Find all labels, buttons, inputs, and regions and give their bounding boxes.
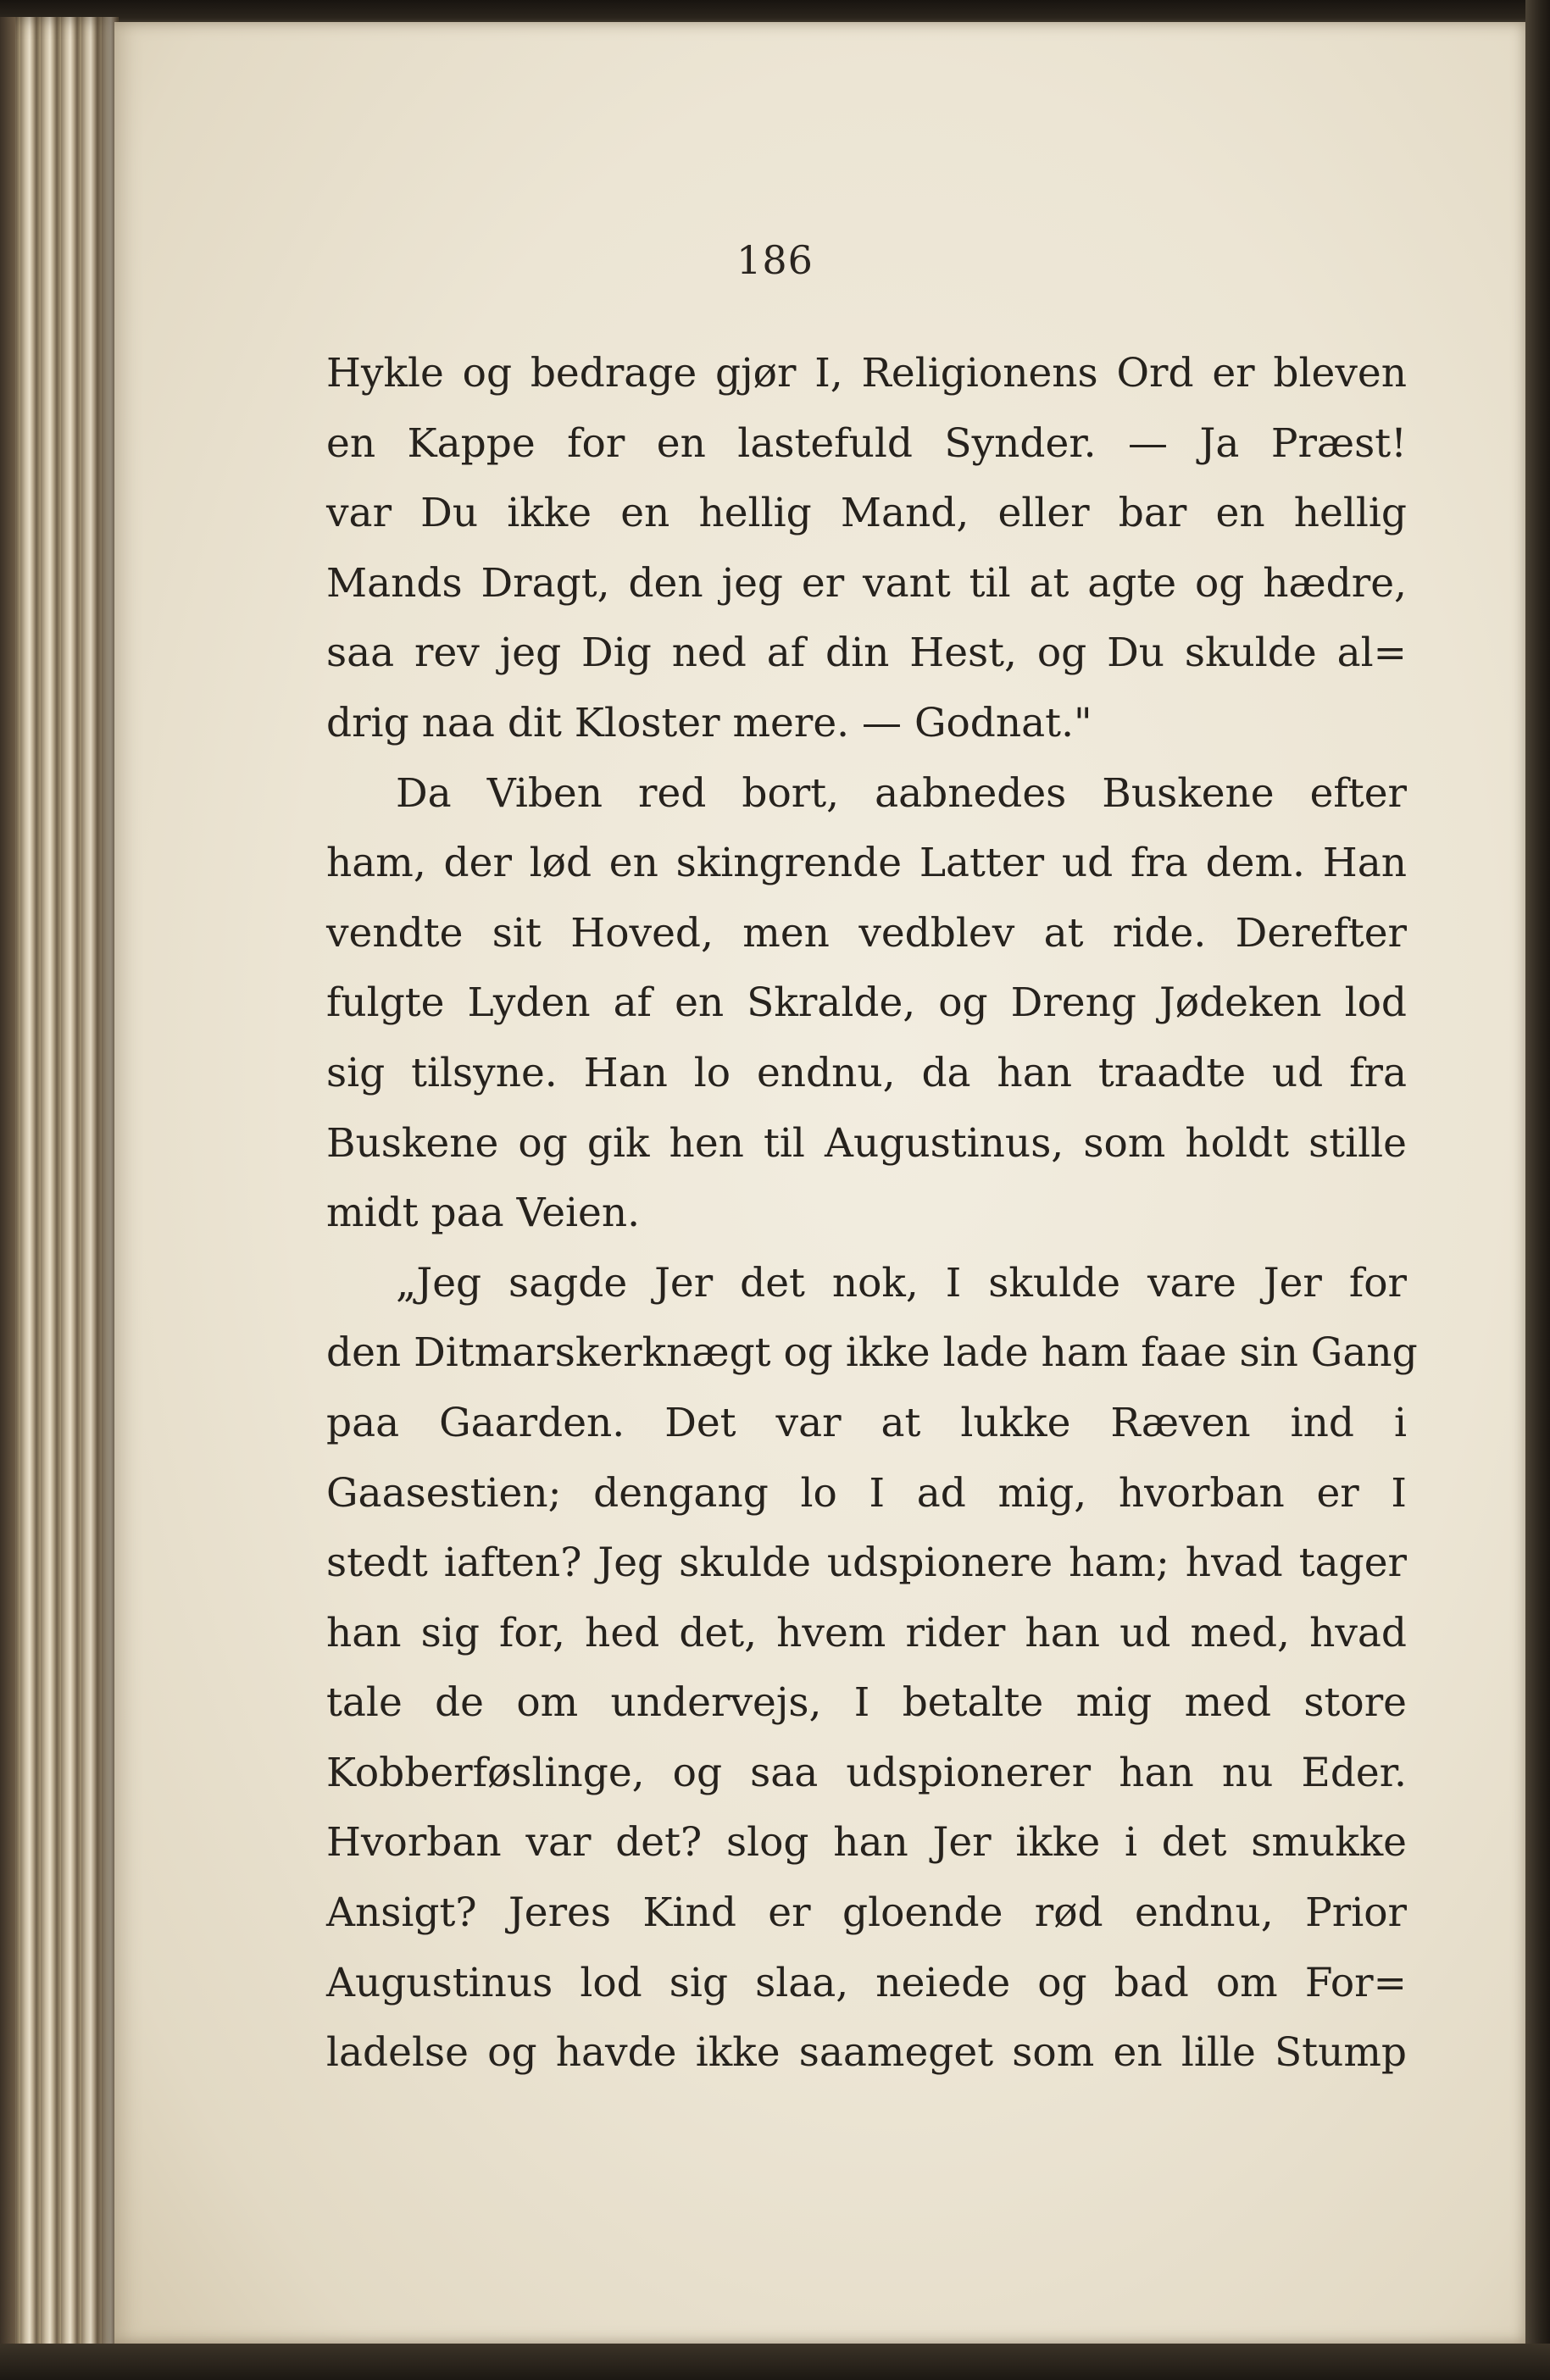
text-line: Gaasestien; dengang lo I ad mig, hvorban er I [326, 1469, 1407, 1517]
text-line: midt paa Veien. [326, 1190, 641, 1237]
text-line: saa rev jeg Dig ned af din Hest, og Du skulde al= [326, 630, 1407, 677]
text-line: „Jeg sagde Jer det nok, I skulde vare Jer for [396, 1259, 1407, 1307]
text-line: Hvorban var det? slog han Jer ikke i det smukke [326, 1819, 1407, 1867]
text-line: Hykle og bedrage gjør I, Religionens Ord er bleven [326, 350, 1407, 397]
text-line: fulgte Lyden af en Skralde, og Dreng Jødeken lod [326, 979, 1407, 1027]
text-line: paa Gaarden. Det var at lukke Ræven ind i [326, 1399, 1407, 1446]
text-line: drig naa dit Kloster mere. — Godnat." [326, 699, 1092, 746]
page-number: 186 [736, 237, 814, 283]
text-line: Ansigt? Jeres Kind er gloende rød endnu, Prior [326, 1889, 1407, 1937]
text-line: var Du ikke en hellig Mand, eller bar en hellig [326, 490, 1407, 537]
text-line: Da Viben red bort, aabnedes Buskene efter [396, 769, 1407, 817]
body-text [326, 339, 1418, 2089]
text-line: den Ditmarskerknægt og ikke lade ham faae sin Gang [326, 1329, 1418, 1377]
text-line: sig tilsyne. Han lo endnu, da han traadte ud fra [326, 1049, 1407, 1096]
text-line: ham, der lød en skingrende Latter ud fra dem. Han [326, 840, 1407, 887]
text-line: Buskene og gik hen til Augustinus, som holdt stille [326, 1119, 1407, 1167]
text-line: vendte sit Hoved, men vedblev at ride. Derefter [326, 909, 1407, 957]
text-line: en Kappe for en lastefuld Synder. — Ja Præst! [326, 419, 1407, 467]
book-bottom-edge [0, 2344, 1550, 2380]
text-line: stedt iaften? Jeg skulde udspionere ham; hvad tager [326, 1540, 1407, 1587]
page-stack-edges [0, 17, 119, 2364]
book-spine-shadow [0, 17, 15, 2364]
text-line: Mands Dragt, den jeg er vant til at agte og hædre, [326, 559, 1407, 607]
text-line: Kobberføslinge, og saa udspionerer han nu Eder. [326, 1749, 1407, 1796]
text-line: tale de om undervejs, I betalte mig med store [326, 1679, 1407, 1727]
text-line: han sig for, hed det, hvem rider han ud med, hvad [326, 1609, 1407, 1656]
text-line: ladelse og havde ikke saameget som en lille Stump [326, 2029, 1407, 2077]
book-right-edge [1525, 0, 1550, 2380]
text-line: Augustinus lod sig slaa, neiede og bad om For= [326, 1959, 1407, 2006]
